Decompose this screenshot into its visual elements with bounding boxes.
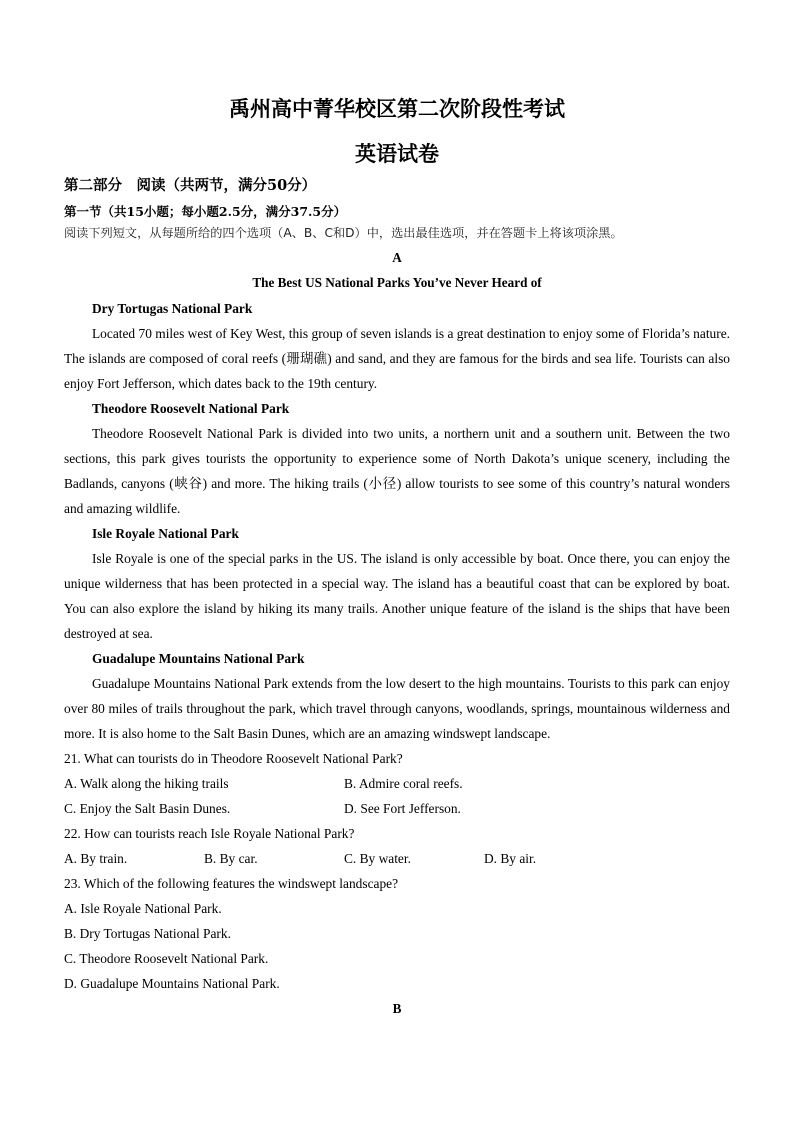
answer-option: D. See Fort Jefferson. — [344, 801, 461, 816]
answer-option: C. Enjoy the Salt Basin Dunes. — [64, 801, 231, 816]
answer-option: A. By train. — [64, 851, 128, 866]
answer-option: C. By water. — [344, 851, 411, 866]
park-heading: Guadalupe Mountains National Park — [92, 651, 305, 666]
exam-title: 禹州高中菁华校区第二次阶段性考试 — [229, 96, 565, 121]
park-paragraph: Isle Royale is one of the special parks in the US. The island is only accessible by boat. Once there, you can enjoy the unique wilderness that has been protected in a special way. The island has a beautiful coast that can be explored by boat. You can also explore the island by hiking its many trails. Another unique feature of the island is the ships that have been destroyed at sea. — [64, 551, 730, 641]
question-stem: 23. Which of the following features the windswept landscape? — [64, 876, 399, 891]
answer-option: C. Theodore Roosevelt National Park. — [64, 951, 269, 966]
answer-option: B. Dry Tortugas National Park. — [64, 926, 231, 941]
answer-option: A. Isle Royale National Park. — [64, 901, 222, 916]
answer-option: D. By air. — [484, 851, 537, 866]
passage-label-a: A — [392, 250, 402, 265]
park-heading: Isle Royale National Park — [92, 526, 239, 541]
park-heading: Theodore Roosevelt National Park — [92, 401, 290, 416]
answer-option: A. Walk along the hiking trails — [64, 776, 229, 791]
answer-option: B. Admire coral reefs. — [344, 776, 463, 791]
park-heading: Dry Tortugas National Park — [92, 301, 253, 316]
passage-title: The Best US National Parks You’ve Never Heard of — [252, 275, 542, 290]
question-stem: 22. How can tourists reach Isle Royale National Park? — [64, 826, 355, 841]
section-title: 第一节（共15小题；每小题2.5分，满分37.5分） — [64, 204, 347, 219]
passage-label-b: B — [392, 1001, 402, 1016]
instructions: 阅读下列短文，从每题所给的四个选项（A、B、C和D）中，选出最佳选项，并在答题卡上将该项涂黑。 — [64, 226, 623, 240]
park-paragraph: Located 70 miles west of Key West, this group of seven islands is a great destination to enjoy some of Florida’s nature. The islands are composed of coral reefs (珊瑚礁) and sand, and they are famous for the birds and sea life. Tourists can also enjoy Fort Jefferson, which dates back to the 19th century. — [64, 326, 730, 391]
park-paragraph: Guadalupe Mountains National Park extends from the low desert to the high mountains. Tourists to this park can enjoy over 80 miles of trails throughout the park, which travel through canyons, woodlands, springs, mountainous wilderness and more. It is also home to the Salt Basin Dunes, which are an amazing windswept landscape. — [64, 676, 730, 741]
question-stem: 21. What can tourists do in Theodore Roosevelt National Park? — [64, 751, 403, 766]
exam-subtitle: 英语试卷 — [355, 141, 439, 166]
part-title: 第二部分 阅读（共两节，满分50分） — [64, 177, 317, 194]
answer-option: B. By car. — [204, 851, 258, 866]
park-paragraph: Theodore Roosevelt National Park is divided into two units, a northern unit and a southern unit. Between the two sections, this park gives tourists the opportunity to experience some of North Dakota’s unique scenery, including the Badlands, canyons (峡谷) and more. The hiking trails (小径) allow tourists to see some of this country’s natural wonders and amazing wildlife. — [64, 426, 730, 516]
answer-option: D. Guadalupe Mountains National Park. — [64, 976, 280, 991]
